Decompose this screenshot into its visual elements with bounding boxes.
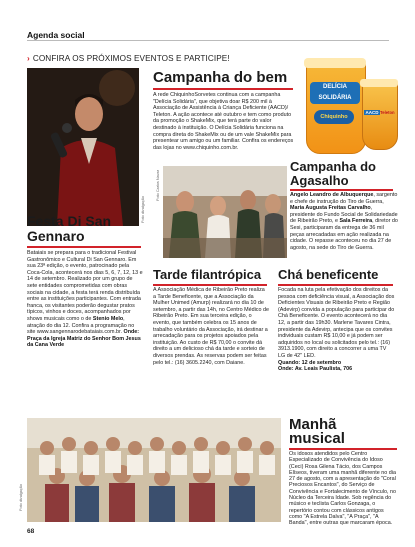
gennaro-text-end: , atração do dia 12. Confira a programação no site www.sangennarodebataiais.com.br. — [27, 315, 135, 336]
tarde-body: A Associação Médica de Ribeirão Preto realiza a Tarde Beneficente, que a Associação da Mulher Unimed (Amurp) realizará no dia 10 de setembro, a partir das 14h, no Centro Médico de Ribeirão Preto. Em sua terceira edição, o evento, que também celebra os 15 anos de trabalho voluntário da Associação, irá destinar a arrecadação para os projetos apoiados pela instituição. Ao custo de R$ 70,00 o convite dá direito a um delicioso chá da tarde e sorteio de diversos prendas. As reservas podem ser feitas pelo tel.: (16) 3605.2240, com Daiane. — [153, 287, 269, 366]
singer-illustration — [27, 68, 139, 226]
gennaro-title: Festa Di San Gennaro — [27, 213, 112, 244]
agasalho-name-1: Angelo Leandro de Albuquerque — [290, 192, 374, 198]
gennaro-text: Bataiais se prepara para o tradicional Festival Gastronômico e Cultural Di San Gennaro. Em sua 23ª edição, o evento, patrocinado pela Coca-Cola, acontecerá nos dias 5, 6, 7, 12, 13 e 14 de setembro. Realizado por um grupo de sete entidades comprometidas com obras sociais na cidade, a festa terá renda distribuída entre as instituições participantes. Com entrada franca, os visitantes poderão degustar pratos típicos, vinhos e doces, acompanhados por shows musicais como o de — [27, 250, 143, 322]
agasalho-illustration — [163, 166, 287, 258]
title-underline — [153, 284, 267, 286]
cup-brand-label — [310, 82, 360, 104]
photo-credit: Foto divulgação — [141, 196, 145, 223]
cup-brand-text: DELÍCIA SOLIDÁRIA — [318, 84, 352, 101]
title-underline — [289, 448, 397, 450]
page-number: 68 — [27, 528, 35, 535]
cup-teleton-label: Teleton — [380, 110, 395, 115]
choir-photo — [27, 418, 281, 522]
cha-when: Quando: 12 de setembro — [278, 359, 342, 366]
gennaro-where: Onde: Praça da Igreja Matriz do Senhor Bom Jesus da Cana Verde — [27, 329, 141, 349]
cup-lid-large — [304, 58, 366, 68]
manha-body: Os idosos atendidos pelo Centro Especializado de Convivência do Idoso (Ceci) Rosa Gilena Tácio, dos Campos Elíseos, tiveram uma manhã diferente no dia 27 de agosto, com a apresentação do "Coral Preciosos Encantos", do Serviço de Convivência e Fortalecimento de Vínculo, no Núcleo da Terceira Idade. Sob regência do músico e teclista Carlos Gonzaga, o repertório contou com clássicos antigos como "A Estrela Dalva", "A Praça", "A Banda", entre outras que marcaram época. — [289, 451, 396, 527]
cup-small-label: AACD — [365, 110, 379, 115]
gennaro-artist: Stenio Melo — [92, 315, 124, 322]
tarde-title: Tarde filantrópica — [153, 267, 262, 282]
agasalho-text-3: , diretor do Sesi, participaram da entrega de 36 mil peças arrecadadas em ação realizada na cidade. O repasse aconteceu no dia 27 de agosto, na sede do Tiro de Guerra. — [290, 218, 398, 251]
cha-title: Chá beneficente — [278, 267, 379, 282]
title-underline — [278, 284, 393, 286]
agasalho-name-2: Maria Augusta Freitas Carvalho — [290, 205, 371, 212]
title-underline — [27, 246, 141, 248]
cha-text: Focada na luta pela efetivação dos direitos da pessoa com deficiência visual, a Associação dos Deficientes Visuais de Ribeirão Preto e Região (Adevirp) convida a população para participar do Chá Beneficente. O evento acontecerá no dia 12, a partir das 19h30. Marlene Tavares Cintra, presidente da Adevirp, antecipa que os convites individuais custam R$ 10,00 e já podem ser adquiridos no local ou solicitados pelo tel.: (16) 3913.1900, com direito a concorrer a uma TV LG de 42" LED. — [278, 287, 395, 359]
gennaro-body — [27, 250, 143, 349]
agasalho-text-2: , presidente do Fundo Social de Solidariedade de Ribeirão Preto, e — [290, 205, 398, 225]
cha-where: Onde: Av. Leais Paulista, 706 — [278, 366, 353, 373]
singer-photo — [27, 68, 139, 226]
campanha-bem-body: A rede ChiquinhoSorvetes continua com a campanha "Delícia Solidária", que objetiva doar R$ 200 mil à Associação de Assistência à Criança Deficiente (AACD)/ Teleton. A ação acontece até outubro e tem como produto da promoção o ShakeMix, que terá parte do valor destinado à instituição. O Delícia Solidária funciona na compra direta do ShakeMix ou de um vale ShakeMix para presentear um amigo ou um familiar. Confira os endereços das lojas no www.chiquinho.com.br. — [153, 92, 294, 151]
choir-illustration — [27, 418, 281, 522]
agasalho-text-1: , sargento e chefe de instrução do Tiro de Guerra, — [290, 192, 398, 205]
manha-title: Manhã musical — [289, 416, 345, 447]
choir-photo-credit: Foto divulgação — [19, 484, 23, 511]
arrow-right-icon: › — [27, 54, 30, 63]
campanha-bem-title: Campanha do bem — [153, 69, 288, 86]
header-rule — [27, 40, 389, 41]
section-title: Agenda social — [27, 30, 85, 40]
cup-logo-text: Chiquinho — [320, 114, 348, 120]
cup-large — [306, 64, 366, 154]
agasalho-title: Campanha do Agasalho — [290, 159, 376, 188]
confira-banner — [27, 54, 230, 63]
cup-lid-small — [360, 79, 398, 87]
cha-body — [278, 287, 395, 373]
confira-text: CONFIRA OS PRÓXIMOS EVENTOS E PARTICIPE! — [32, 54, 230, 63]
title-underline — [290, 189, 393, 191]
cup-logo — [314, 110, 354, 124]
agasalho-photo-credit: Foto Carlos Navar — [156, 170, 160, 201]
title-underline — [153, 88, 293, 90]
agasalho-photo — [163, 166, 287, 258]
shakemix-cups-image — [300, 56, 400, 156]
agasalho-name-3: Sala Ferreira — [339, 218, 373, 225]
agasalho-body — [290, 192, 398, 251]
cup-small — [362, 84, 398, 150]
